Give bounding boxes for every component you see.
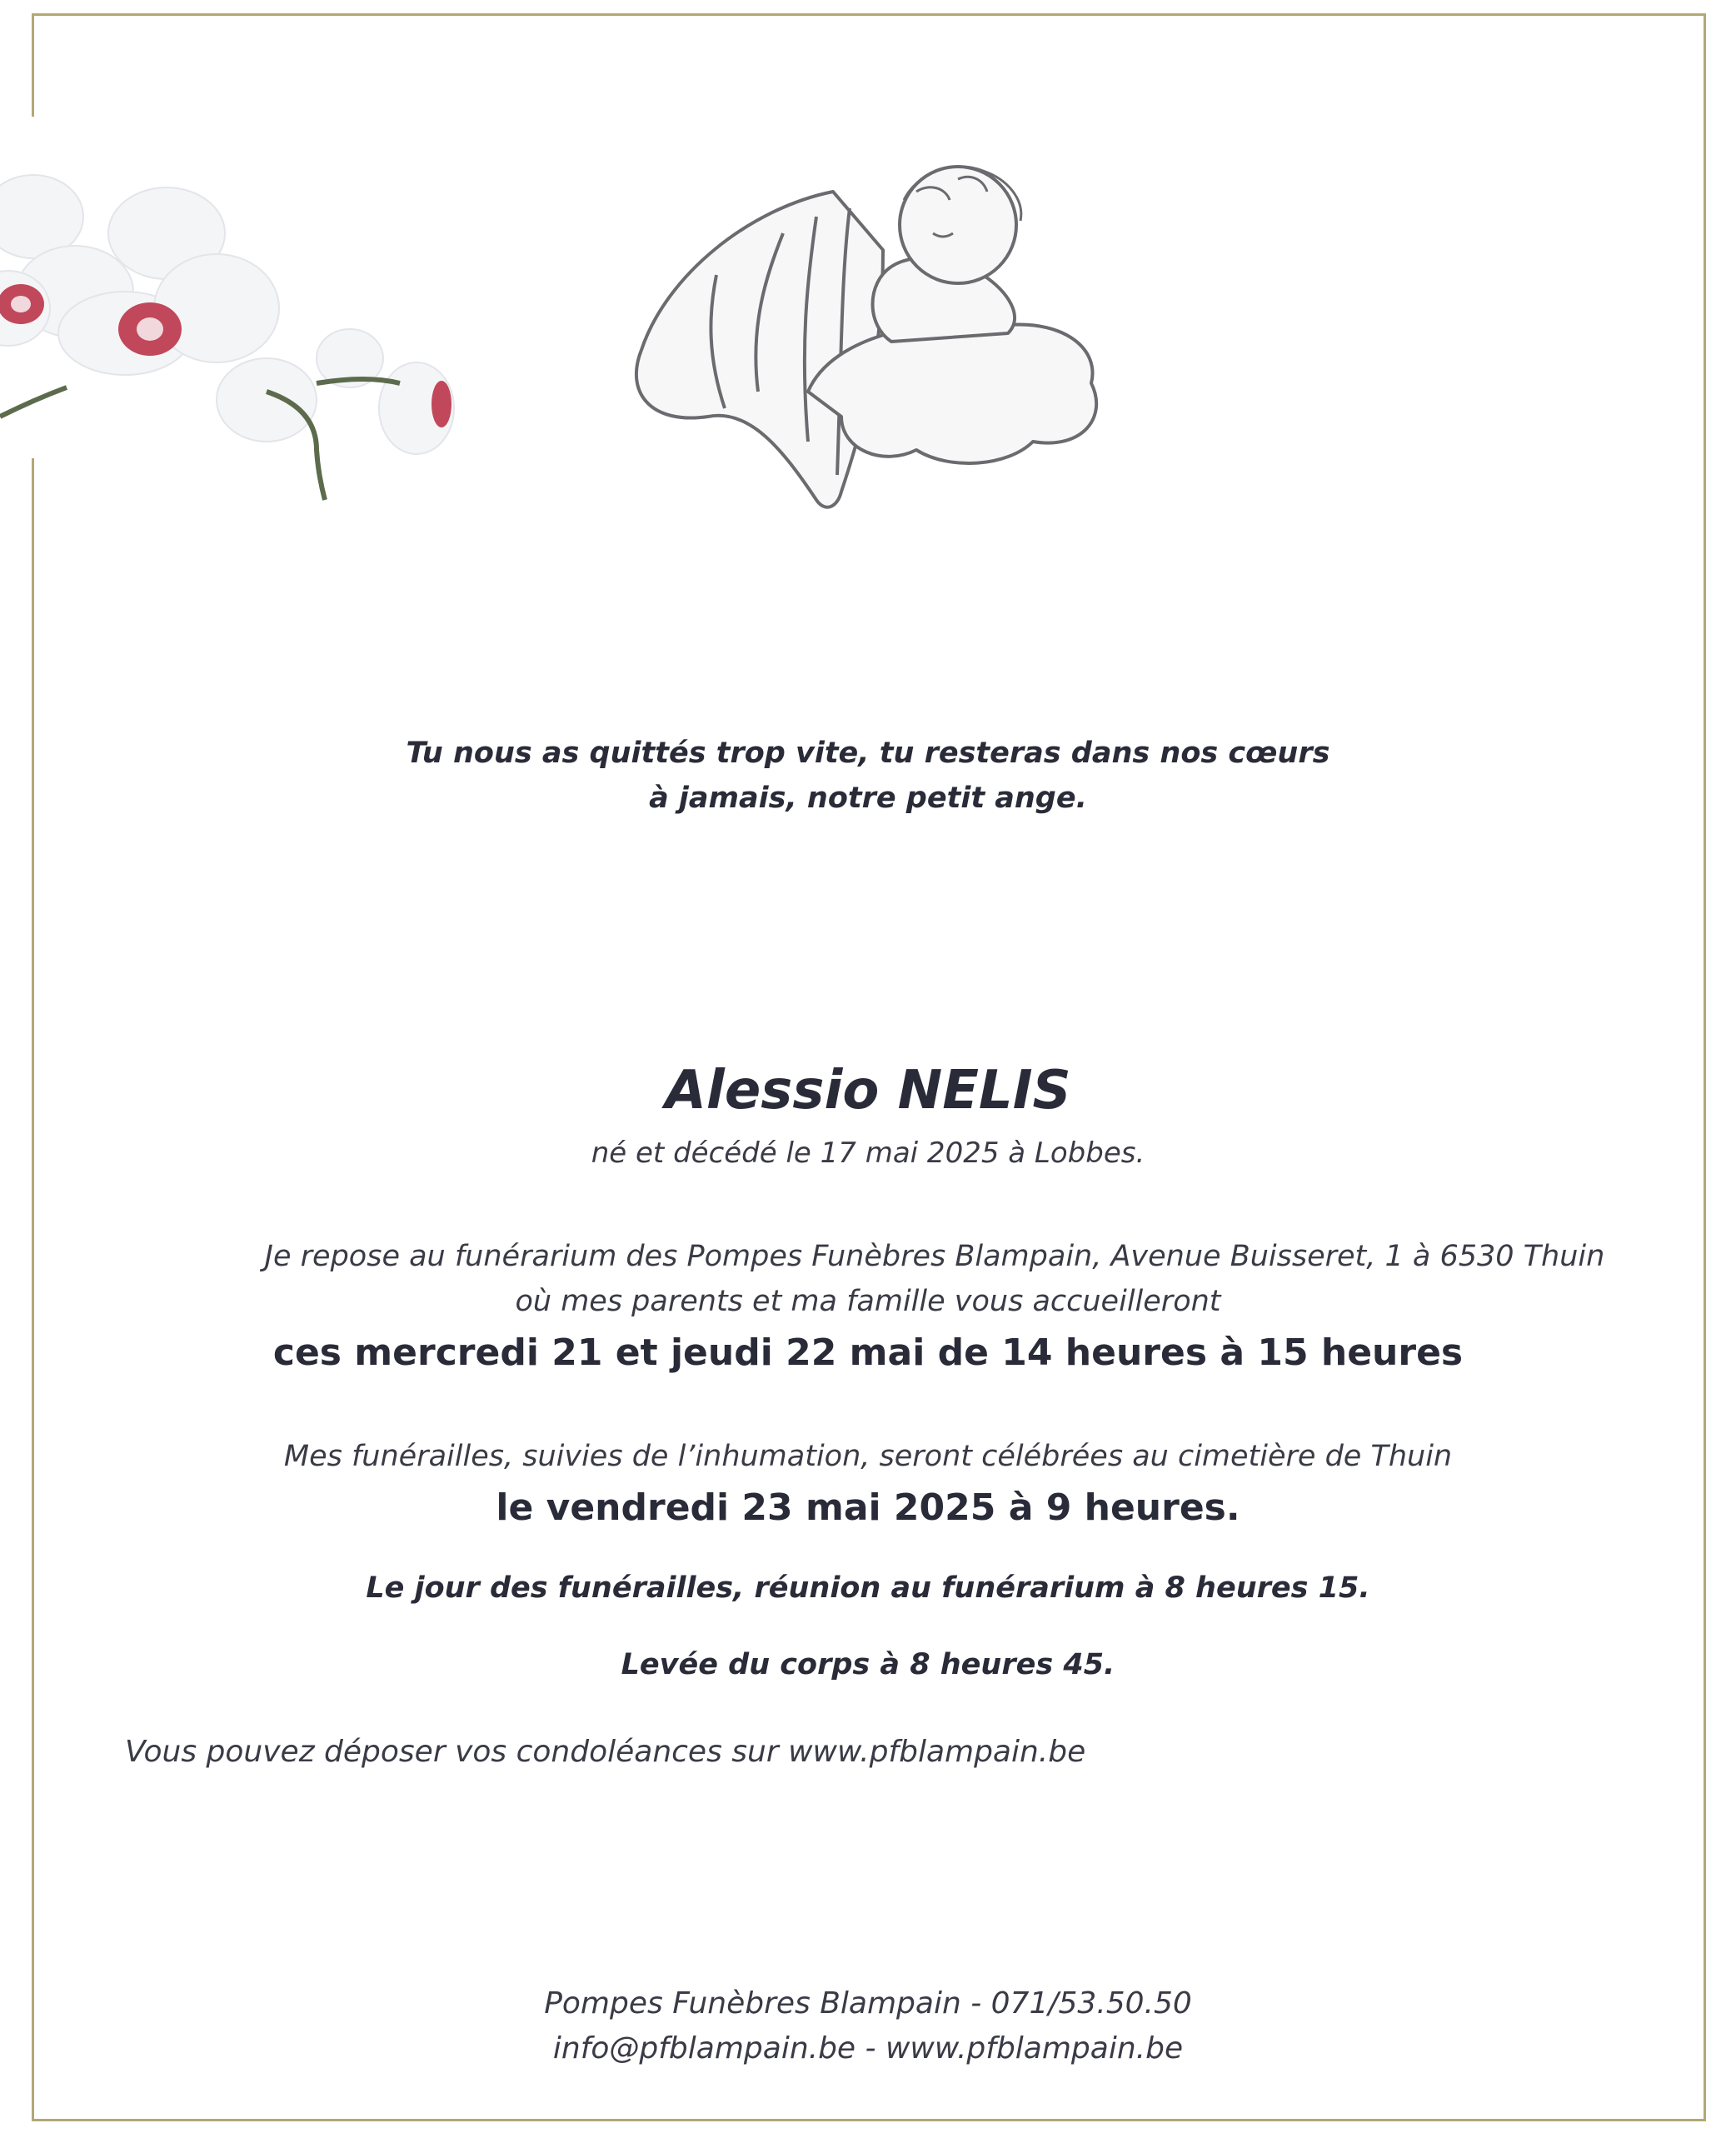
visitation-dates: ces mercredi 21 et jeudi 22 mai de 14 heures à 15 heures <box>272 1331 1464 1374</box>
deceased-name: Alessio NELIS <box>665 1060 1071 1121</box>
condolences-note: Vous pouvez déposer vos condoléances sur www.pfblampain.be <box>125 1735 1086 1769</box>
footer-contact-phone: Pompes Funèbres Blampain - 071/53.50.50 <box>544 1986 1192 2021</box>
sleeping-angel-illustration <box>616 142 1116 533</box>
body-lift-time: Levée du corps à 8 heures 45. <box>621 1648 1115 1681</box>
footer-contact-web: info@pfblampain.be - www.pfblampain.be <box>552 2031 1184 2066</box>
verse-line-1: Tu nous as quittés trop vite, tu resteras dans nos cœurs <box>406 737 1330 770</box>
verse-line-2: à jamais, notre petit ange. <box>649 782 1087 815</box>
funeral-line-1: Mes funérailles, suivies de l’inhumation, seront célébrées au cimetière de Thuin <box>283 1440 1453 1473</box>
orchid-illustration <box>0 167 483 517</box>
funeral-date: le vendredi 23 mai 2025 à 9 heures. <box>496 1486 1240 1529</box>
visitation-line-2: où mes parents et ma famille vous accueilleront <box>515 1285 1221 1318</box>
birth-death-dates: né et décédé le 17 mai 2025 à Lobbes. <box>591 1136 1145 1170</box>
visitation-line-1: Je repose au funérarium des Pompes Funèbres Blampain, Avenue Buisseret, 1 à 6530 Thuin <box>264 1240 1605 1273</box>
funeral-meeting: Le jour des funérailles, réunion au funérarium à 8 heures 15. <box>366 1571 1370 1605</box>
